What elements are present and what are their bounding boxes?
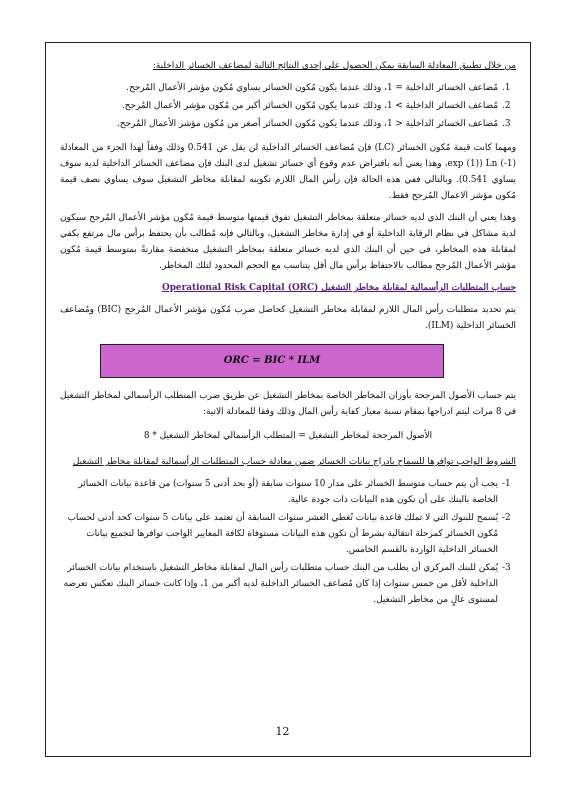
paragraph-orc: يتم تحديد متطلبات رأس المال اللازم لمقابلة مخاطر التشغيل كحاصل ضرب مُكون مؤشر الأعمال المُرجح (BIC) ومُضاعف الخسائر الداخلية (ILM). [60, 305, 516, 331]
paragraph-lc: ومهما كانت قيمة مُكون الخسائر (LC) فإن مُضاعف الخسائر الداخلية لن يقل عن 0.541 وذلك وفقاً لهذا الجزء من المعادلة (1-) Ln (exp (1)، وهذا يعني أنه بافتراض عدم وقوع أي خسائر تشغيل لدى البنك فإن مضاعف الخسائر الداخلية لديه سوف يساوي 0.541). وبالتالي ففي هذه الحالة فإن رأس المال اللازم تكوينه لمقابلة مخاطر التشغيل سوف يساوي نصف قيمة مُكون مؤشر الاعمال المُرجح فقط. [60, 143, 517, 201]
list-item: 3. مُضاعف الخسائر الداخلية < 1، وذلك عندما يكون مُكون الخسائر أصغر من مُكون مؤشر الأعمال المُرجح. [116, 119, 511, 129]
formula-box: ORC = BIC * ILM [100, 344, 444, 378]
list-item: 1. مُضاعف الخسائر الداخلية = 1، وذلك عندما يكون مُكون الخسائر يساوي مُكون مؤشر الأعمال المُرجح. [126, 83, 511, 93]
page-number: 12 [275, 725, 290, 738]
list-item: 3- يُمكن للبنك المركزي أن يطلب من البنك حساب متطلبات رأس المال لمقابلة مخاطر التشغيل باستخدام بيانات الخسائر الداخلية لأقل من خمس سنوات إذا كان مُضاعف الخسائر الداخلية لديه أكبر من 1، وإذا كانت خسائر البنك تعكس تعرضه لمستوى عالٍ من مخاطر التشغيل. [63, 563, 511, 605]
section-title-orc: حساب المتطلبات الرأسمالية لمقابلة مخاطر التشغيل Operational Risk Capital (ORC) [162, 283, 516, 293]
document-body [60, 58, 516, 616]
paragraph-rwa: يتم حساب الأصول المرجحة بأوزان المخاطر الخاصة بمخاطر التشغيل عن طريق ضرب المتطلب الرأسمالي لمخاطر التشغيل في 8 مرات ليتم ادراجها بمقام نسبة معيار كفاية رأس المال وذلك وفقا للمعادلة الاتية: [60, 391, 516, 417]
intro-text: من خلال تطبيق المعادلة السابقة يمكن الحصول على إحدى النتائج التالية لمضاعف الخسائر الداخلية: [152, 61, 516, 71]
equation-rwa: الأصول المرجحة لمخاطر التشغيل = المتطلب الرأسمالي لمخاطر التشغيل * 8 [143, 431, 433, 441]
list-item: 1- يجب أن يتم حساب متوسط الخسائر على مدار 10 سنوات سابقة (أو بحد أدنى 5 سنوات) من قاعدة بيانات الخسائر الخاصة بالبنك على أن تكون هذه البيانات ذات جودة عالية. [78, 479, 511, 505]
paragraph-bank: وهذا يعني أن البنك الذي لديه خسائر متعلقة بمخاطر التشغيل تفوق قيمتها متوسط قيمة مُكون مؤشر الأعمال المُرجح سيكون لدية مشاكل في نظام الرقابة الداخلية أو في إدارة مخاطر التشغيل، وبالتالي فإنه مُطالب بأن يحتفظ برأس مال مرتفع يكفي لمقابلة هذه المخاطر، في حين أن البنك الذي لديه خسائر متعلقة بمخاطر التشغيل منخفضة مقارنةً بمتوسط قيمة مُكون مؤشر الأعمال المُرجح مطالب بالاحتفاظ برأس مال أقل يتناسب مع الحجم المحدود لتلك المخاطر. [60, 213, 516, 271]
conditions-list [60, 476, 516, 608]
results-list [60, 80, 516, 132]
list-item: 2. مُضاعف الخسائر الداخلية > 1، وذلك عندما يكون مُكون الخسائر أكبر من مُكون مؤشر الأعمال المُرجح. [121, 101, 511, 111]
list-item: 2- يُسمح للبنوك التي لا تملك قاعدة بيانات تُغطي العشر سنوات السابقة أن تعتمد على بيانات 5 سنوات كحد أدنى لحساب مُكون الخسائر كمرحلة انتقالية بشرط أن تكون هذه البيانات مستوفاة لكافة المعايير الواجب توافرها لتجميع بيانات الخسائر الداخلية الواردة بالقسم الخامس. [67, 513, 511, 555]
conditions-title: الشروط الواجب توافرها للسماح بادراج بيانات الخسائر ضمن معادلة حساب المتطلبات الرأسمالية لمقابلة مخاطر التشغيل [72, 457, 516, 467]
